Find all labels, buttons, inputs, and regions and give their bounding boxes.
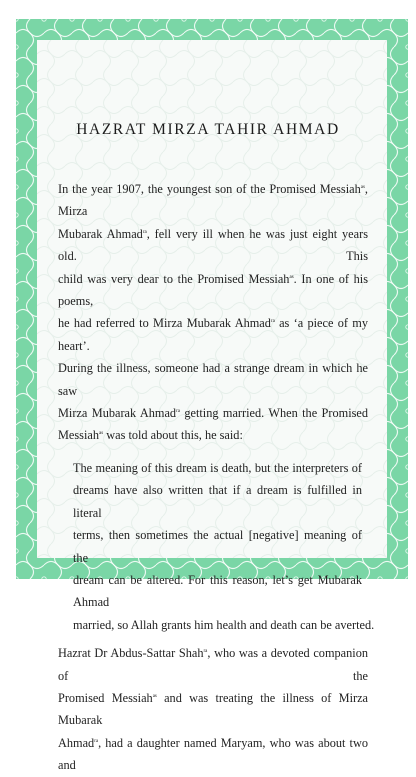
block-quote [73, 457, 375, 636]
quote-line: dream can be altered. For this reason, let’s get Mubarak Ahmad [73, 572, 362, 610]
text-line: Promised Messiah$^{as}$ and was treating the illness of Mirza Mubarak [58, 690, 369, 728]
text-line: Messiah$^{as}$ was told about this, he said: [58, 428, 243, 443]
quote-line: terms, then sometimes the actual [negative] meaning of the [73, 528, 362, 565]
paragraph-2 [58, 642, 368, 776]
quote-line: married, so Allah grants him health and death can be averted. [73, 617, 375, 632]
text-line: Hazrat Dr Abdus-Sattar Shah$^{ra}$, who was a devoted companion of the [58, 646, 368, 683]
text-line: Ahmad$^{ra}$, had a daughter named Maryam, who was about two and [58, 735, 368, 773]
text-line: he had referred to Mirza Mubarak Ahmad$^{ra}$ as ‘a piece of my heart’. [58, 316, 368, 353]
quote-line: The meaning of this dream is death, but the interpreters of [73, 460, 362, 475]
body-text [58, 178, 375, 777]
paragraph-1 [58, 178, 368, 447]
text-line: In the year 1907, the youngest son of the Promised Messiah$^{as}$, Mirza [58, 182, 368, 219]
text-line: Mirza Mubarak Ahmad$^{ra}$ getting married. When the Promised [58, 406, 369, 421]
page-title: HAZRAT MIRZA TAHIR AHMAD [76, 121, 340, 138]
quote-line: dreams have also written that if a dream is fulfilled in literal [73, 483, 362, 520]
text-line: Mubarak Ahmad$^{ra}$, fell very ill when he was just eight years old. This [58, 226, 368, 264]
text-line: child was very dear to the Promised Messiah$^{as}$. In one of his poems, [58, 271, 368, 309]
text-line: During the illness, someone had a strange dream in which he saw [58, 361, 368, 398]
